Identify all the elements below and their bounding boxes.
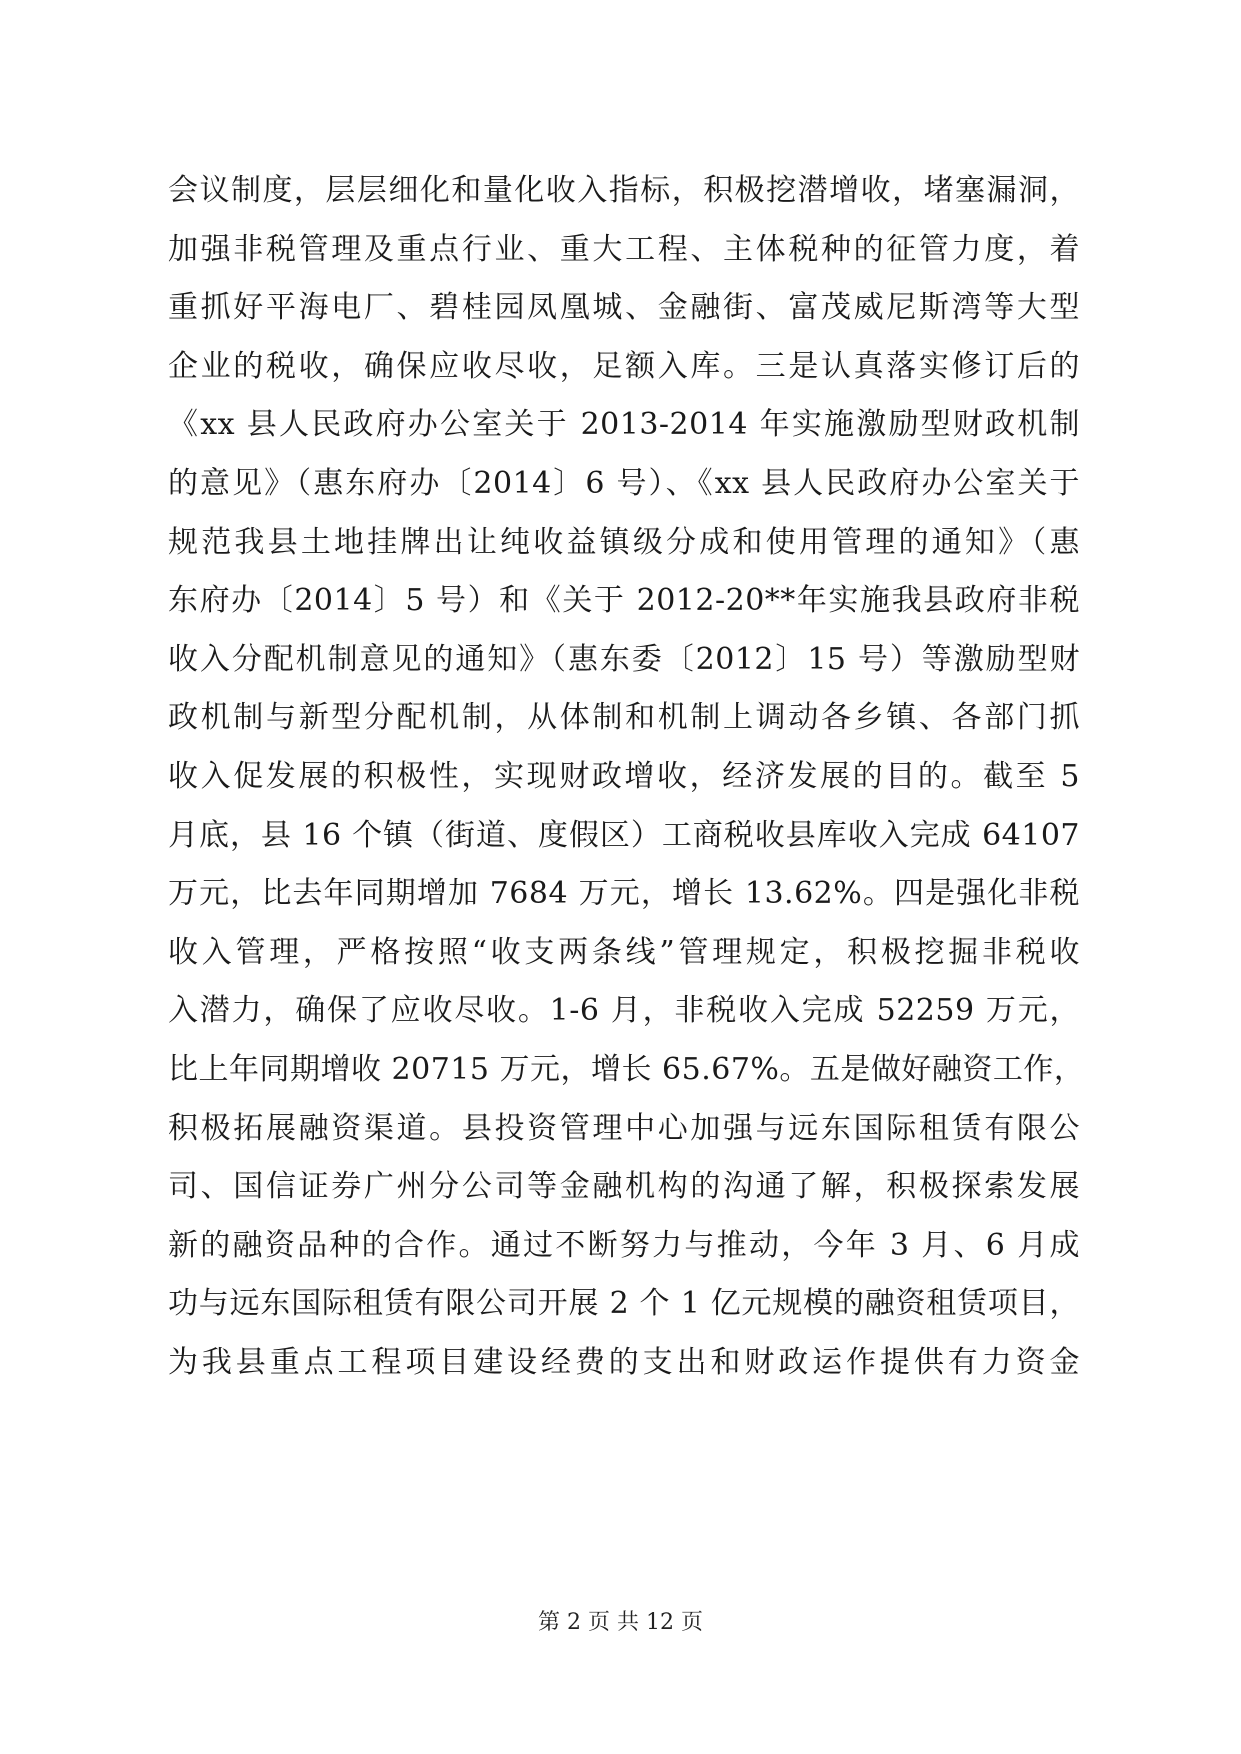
text-line: 东府办〔2014〕5 号）和《关于 2012-20**年实施我县政府非税 [168,583,1080,619]
text-line: 会议制度，层层细化和量化收入指标，积极挖潜增收，堵塞漏洞， [168,173,1080,208]
page-number-footer: 第 2 页 共 12 页 [538,1610,703,1635]
text-line: 规范我县土地挂牌出让纯收益镇级分成和使用管理的通知》（惠 [168,524,1080,560]
text-line: 功与远东国际租赁有限公司开展 2 个 1 亿元规模的融资租赁项目， [168,1286,1080,1322]
text-line: 新的融资品种的合作。通过不断努力与推动，今年 3 月、6 月成 [168,1227,1080,1263]
text-line: 重抓好平海电厂、碧桂园凤凰城、金融街、富茂威尼斯湾等大型 [168,290,1080,326]
text-line: 万元，比去年同期增加 7684 万元，增长 13.62%。四是强化非税 [168,876,1080,912]
text-line: 比上年同期增收 20715 万元，增长 65.67%。五是做好融资工作， [168,1052,1085,1087]
text-line: 入潜力，确保了应收尽收。1-6 月，非税收入完成 52259 万元， [168,993,1080,1029]
text-line: 企业的税收，确保应收尽收，足额入库。三是认真落实修订后的 [168,348,1080,384]
text-line: 收入促发展的积极性，实现财政增收，经济发展的目的。截至 5 [168,759,1080,794]
text-line: 政机制与新型分配机制，从体制和机制上调动各乡镇、各部门抓 [168,700,1080,736]
text-line: 积极拓展融资渠道。县投资管理中心加强与远东国际租赁有限公 [168,1110,1080,1146]
text-line: 月底，县 16 个镇（街道、度假区）工商税收县库收入完成 64107 [168,817,1080,853]
text-line: 为我县重点工程项目建设经费的支出和财政运作提供有力资金 [168,1345,1080,1380]
text-line: 的意见》（惠东府办〔2014〕6 号）、《xx 县人民政府办公室关于 [168,466,1080,501]
text-line: 收入分配机制意见的通知》（惠东委〔2012〕15 号）等激励型财 [168,641,1080,677]
text-line: 《xx 县人民政府办公室关于 2013-2014 年实施激励型财政机制 [168,407,1080,443]
text-line: 收入管理，严格按照“收支两条线”管理规定，积极挖掘非税收 [168,934,1080,970]
text-line: 加强非税管理及重点行业、重大工程、主体税种的征管力度，着 [168,231,1080,267]
text-line: 司、国信证券广州分公司等金融机构的沟通了解，积极探索发展 [168,1169,1080,1205]
